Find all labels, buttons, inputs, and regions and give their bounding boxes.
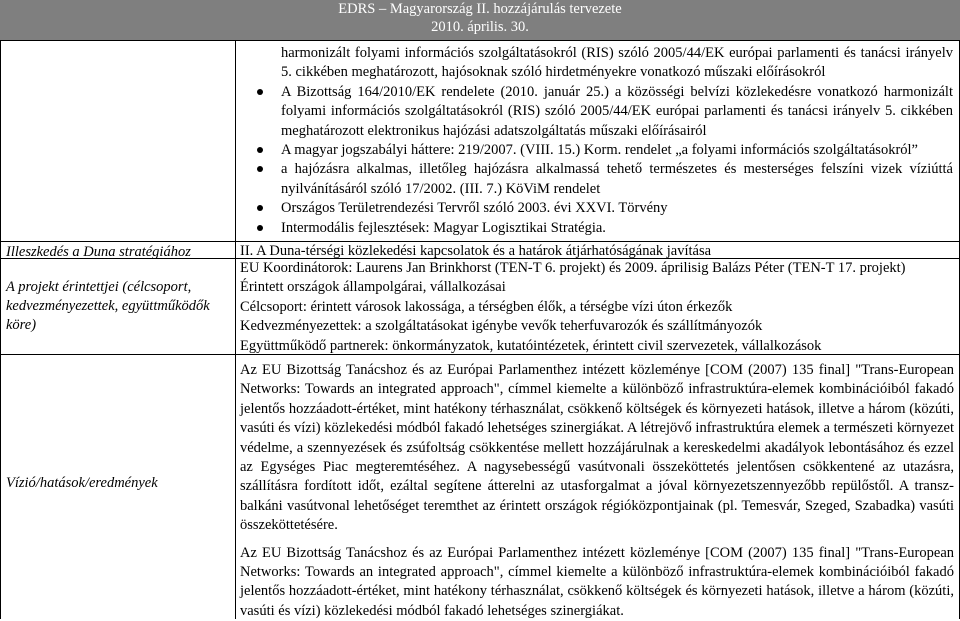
affected-text: Érintett országok állampolgárai, vállalkozásai <box>240 279 506 296</box>
list-item: Intermodális fejlesztések: Magyar Logisztikai Stratégia. <box>255 219 953 238</box>
list-item: A Bizottság 164/2010/EK rendelete (2010. január 25.) a közösségi belvízi közlekedésre vonatkozó harmonizált folyami információs szolgáltatásokról (RIS) szóló 2005/44/EK európai parlamenti és tanácsi irányelv 5. cikkében meghatározott elektronikus hajózási adatszolgáltatás műszaki előírásairól <box>255 83 953 141</box>
legislation-section <box>255 44 953 238</box>
coordinators-text: EU Koordinátorok: Laurens Jan Brinkhorst (TEN-T 6. projekt) és 2009. áprilisig Balázs Péter (TEN-T 17. projekt) <box>240 260 906 276</box>
list-item: Országos Területrendezési Tervről szóló 2003. évi XXVI. Törvény <box>255 199 953 218</box>
beneficiaries-text: Kedvezményezettek: a szolgáltatásokat igénybe vevők teherfuvarozók és szállítmányozók <box>240 318 763 335</box>
list-item: a hajózásra alkalmas, illetőleg hajózásra alkalmassá tehető természetes és mesterséges felszíni vizek víziúttá nyilvánításáról szóló 17/2002. (III. 7.) KöViM rendelet <box>255 160 953 199</box>
label-fits-strategy: Illeszkedés a Duna stratégiához <box>6 244 191 260</box>
document-table <box>0 40 960 619</box>
label-vision: Vízió/hatások/eredmények <box>6 475 158 491</box>
vision-paragraph-2: Az EU Bizottság Tanácshoz és az Európai Parlamenthez intézett közleménye [COM (2007) 135 final] "Trans-European Networks: Towards an integrated approach", címmel kiemelte a különböző infrastruktúra-elemek kombinációiból fakadó jelentős hozzáadott-értéket, mint hatékony térhasználat, csökkenő költségek és környezeti hatások, illetve a három (közúti, vasúti és vízi) közlekedési módból fakadó lehetséges szinergiákat. <box>240 544 954 619</box>
page-header <box>0 0 960 40</box>
vision-section <box>240 361 954 621</box>
label-stakeholders: A projekt érintettjei (célcsoport, kedvezményezettek, együttműködők köre) <box>6 279 210 333</box>
column-divider <box>235 41 236 619</box>
legislation-list <box>255 83 953 238</box>
partners-text: Együttműködő partnerek: önkormányzatok, kutatóintézetek, érintett civil szervezetek, vállalkozások <box>240 337 822 354</box>
list-item: A magyar jogszabályi háttere: 219/2007. (VIII. 15.) Korm. rendelet „a folyami információs szolgáltatásokról” <box>255 141 953 160</box>
stakeholders-section <box>240 259 954 356</box>
table-border-left <box>0 41 1 619</box>
target-group-text: Célcsoport: érintett városok lakossága, a térségben élők, a térségbe vízi úton érkezők <box>240 298 733 315</box>
vision-paragraph-1: Az EU Bizottság Tanácshoz és az Európai Parlamenthez intézett közleménye [COM (2007) 135 final] "Trans-European Networks: Towards an integrated approach", címmel kiemelte a különböző infrastruktúra-elemek kombinációiból fakadó jelentős hozzáadott-értéket, mint hatékony térhasználat, csökkenő költségek és környezeti hatások, illetve a három (közúti, vasúti és vízi) közlekedési módból fakadó lehetséges szinergiákat. A létrejövő infrastruktúra elemek a természeti környezet védelme, a szennyezések és zsúfoltság csökkentése mellett hozzájárulnak a kereskedelmi akadályok lebontásához és ezzel az Egységes Piac megteremtéséhez. A nagysebességű vasútvonali összeköttetés jelentősen csökkentené az utazásra, szállításra fordított időt, ezáltal segítene átterelni az utasforgalmat a jóval környezetszennyezőbb repülőstől. A transz-balkáni vasútvonal lehetőséget teremthet az érintett országok régióközpontjainak (pl. Temesvár, Szeged, Szabadka) vasúti összeköttetésére. <box>240 362 954 534</box>
document-date: 2010. április. 30. <box>431 19 529 35</box>
fits-strategy-text: II. A Duna-térségi közlekedési kapcsolatok és a határok átjárhatóságának javítása <box>240 243 712 259</box>
document-title: EDRS – Magyarország II. hozzájárulás tervezete <box>338 1 622 17</box>
regulation-continuation: harmonizált folyami információs szolgáltatásokról (RIS) szóló 2005/44/EK európai parlamenti és tanácsi irányelv 5. cikkében meghatározott, hajósoknak szóló hirdetményekre vonatkozó műszaki előírásokról <box>281 45 953 81</box>
